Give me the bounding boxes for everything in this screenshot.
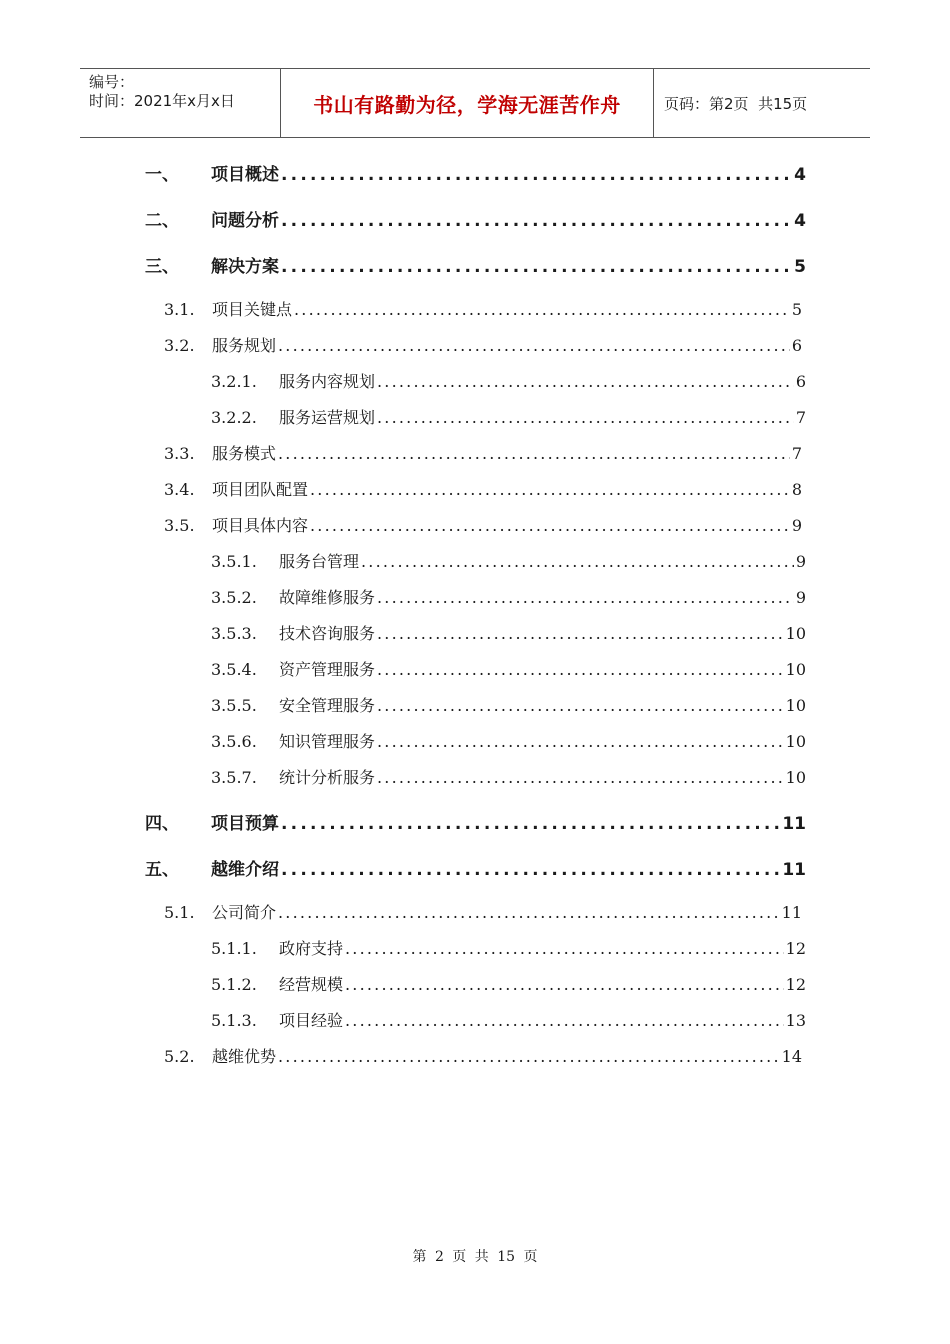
toc-entry[interactable] (211, 765, 806, 789)
dot-leader (281, 165, 792, 185)
toc-entry-number: 3.5.2. (211, 588, 257, 607)
dot-leader (361, 552, 794, 571)
toc-entry-number: 3.2. (164, 336, 195, 355)
dot-leader (281, 814, 780, 834)
toc-entry-page: 11 (782, 814, 806, 834)
dot-leader (281, 211, 792, 231)
dot-leader (377, 408, 794, 427)
toc-entry-number: 3.5.6. (211, 732, 257, 751)
toc-entry-title: 安全管理服务 (279, 696, 376, 715)
toc-entry-number: 3.1. (164, 300, 195, 319)
toc-entry[interactable] (211, 1008, 806, 1032)
toc-entry-number: 3.2.2. (211, 408, 257, 427)
toc-entry-title: 越维优势 (212, 1047, 277, 1066)
dot-leader (377, 732, 784, 751)
toc-entry-page: 9 (791, 516, 802, 535)
toc-entry-title: 经营规模 (279, 975, 344, 994)
dot-leader (377, 588, 794, 607)
toc-entry-title: 项目经验 (279, 1011, 344, 1030)
dot-leader (278, 1047, 780, 1066)
toc-entry-number: 五、 (145, 860, 179, 880)
header-motto: 书山有路勤为径，学海无涯苦作舟 (281, 69, 654, 137)
toc-entry[interactable] (164, 900, 802, 924)
toc-entry-page: 11 (782, 860, 806, 880)
toc-entry-page: 11 (781, 903, 802, 922)
dot-leader (345, 939, 784, 958)
toc-entry-page: 10 (785, 696, 806, 715)
toc-entry[interactable] (164, 297, 802, 321)
toc-entry-number: 二、 (145, 211, 179, 231)
toc-entry-title: 政府支持 (279, 939, 344, 958)
toc-entry[interactable] (164, 1044, 802, 1068)
toc-entry-number: 3.5.5. (211, 696, 257, 715)
toc-entry-number: 5.1.1. (211, 939, 257, 958)
toc-entry[interactable] (145, 809, 806, 833)
toc-entry-page: 14 (781, 1047, 802, 1066)
toc-entry[interactable] (145, 855, 806, 879)
toc-entry-title: 服务台管理 (279, 552, 360, 571)
toc-entry-page: 13 (785, 1011, 806, 1030)
toc-entry-page: 9 (795, 588, 806, 607)
toc-entry[interactable] (211, 693, 806, 717)
dot-leader (281, 257, 792, 277)
toc-entry-page: 10 (785, 768, 806, 787)
toc-entry-title: 资产管理服务 (279, 660, 376, 679)
toc-entry-page: 12 (785, 939, 806, 958)
toc-entry[interactable] (211, 729, 806, 753)
toc-entry-title: 项目关键点 (212, 300, 293, 319)
dot-leader (310, 516, 790, 535)
toc-entry-page: 6 (795, 372, 806, 391)
toc-entry-title: 服务运营规划 (279, 408, 376, 427)
dot-leader (281, 860, 780, 880)
dot-leader (377, 624, 784, 643)
toc-entry[interactable] (211, 936, 806, 960)
toc-entry-title: 越维介绍 (211, 860, 279, 880)
toc-entry-number: 5.1. (164, 903, 195, 922)
header-page-info: 页码：第2页 共15页 (664, 94, 808, 113)
toc-entry-number: 3.3. (164, 444, 195, 463)
toc-entry-title: 项目预算 (211, 814, 279, 834)
toc-entry-number: 3.5.3. (211, 624, 257, 643)
toc-entry[interactable] (145, 160, 806, 184)
dot-leader (377, 696, 784, 715)
toc-entry-title: 知识管理服务 (279, 732, 376, 751)
toc-entry-title: 服务内容规划 (279, 372, 376, 391)
toc-entry-title: 项目概述 (211, 165, 279, 185)
toc-entry-title: 项目团队配置 (212, 480, 309, 499)
toc-entry-title: 故障维修服务 (279, 588, 376, 607)
dot-leader (278, 336, 790, 355)
dot-leader (278, 444, 790, 463)
dot-leader (377, 768, 784, 787)
toc-entry-title: 公司简介 (212, 903, 277, 922)
toc-entry[interactable] (211, 657, 806, 681)
toc-entry-number: 5.1.2. (211, 975, 257, 994)
toc-entry-number: 3.5.7. (211, 768, 257, 787)
toc-entry-number: 3.4. (164, 480, 195, 499)
toc-entry-number: 3.2.1. (211, 372, 257, 391)
toc-entry-number: 5.2. (164, 1047, 195, 1066)
toc-entry[interactable] (145, 206, 806, 230)
toc-entry-number: 一、 (145, 165, 179, 185)
toc-entry-page: 7 (795, 408, 806, 427)
toc-entry[interactable] (211, 549, 806, 573)
dot-leader (310, 480, 790, 499)
toc-entry-title: 服务规划 (212, 336, 277, 355)
toc-entry-page: 5 (791, 300, 802, 319)
toc-entry-title: 服务模式 (212, 444, 277, 463)
toc-entry-page: 7 (791, 444, 802, 463)
toc-entry-title: 项目具体内容 (212, 516, 309, 535)
dot-leader (345, 1011, 784, 1030)
toc-entry-page: 9 (795, 552, 806, 571)
toc-entry[interactable] (164, 441, 802, 465)
toc-entry-number: 3.5.4. (211, 660, 257, 679)
header-meta (80, 69, 281, 137)
toc-entry[interactable] (211, 585, 806, 609)
dot-leader (345, 975, 784, 994)
toc-entry[interactable] (211, 621, 806, 645)
toc-entry[interactable] (211, 369, 806, 393)
dot-leader (377, 372, 794, 391)
toc-entry-page: 5 (794, 257, 806, 277)
toc-entry-title: 技术咨询服务 (279, 624, 376, 643)
dot-leader (377, 660, 784, 679)
toc-entry-number: 四、 (145, 814, 179, 834)
toc-entry-number: 3.5. (164, 516, 195, 535)
document-number-label: 编号： (89, 73, 135, 91)
toc-entry-number: 5.1.3. (211, 1011, 257, 1030)
toc-entry-page: 4 (794, 165, 806, 185)
toc-entry[interactable] (211, 405, 806, 429)
toc-entry-number: 三、 (145, 257, 179, 277)
toc-entry-number: 3.5.1. (211, 552, 257, 571)
toc-entry-title: 问题分析 (211, 211, 279, 231)
toc-entry[interactable] (164, 477, 802, 501)
toc-entry[interactable] (145, 252, 806, 276)
page-footer: 第 2 页 共 15 页 (412, 1249, 538, 1265)
dot-leader (278, 903, 780, 922)
dot-leader (294, 300, 790, 319)
toc-entry-page: 10 (785, 660, 806, 679)
toc-entry[interactable] (164, 513, 802, 537)
document-time-label: 时间：2021年x月x日 (89, 92, 235, 110)
toc-entry-page: 12 (785, 975, 806, 994)
toc-entry-page: 4 (794, 211, 806, 231)
toc-entry-page: 10 (785, 624, 806, 643)
toc-entry[interactable] (164, 333, 802, 357)
toc-entry-page: 8 (791, 480, 802, 499)
toc-entry-title: 统计分析服务 (279, 768, 376, 787)
toc-entry[interactable] (211, 972, 806, 996)
toc-entry-page: 10 (785, 732, 806, 751)
toc-entry-title: 解决方案 (211, 257, 279, 277)
page-header (80, 68, 870, 138)
toc-entry-page: 6 (791, 336, 802, 355)
